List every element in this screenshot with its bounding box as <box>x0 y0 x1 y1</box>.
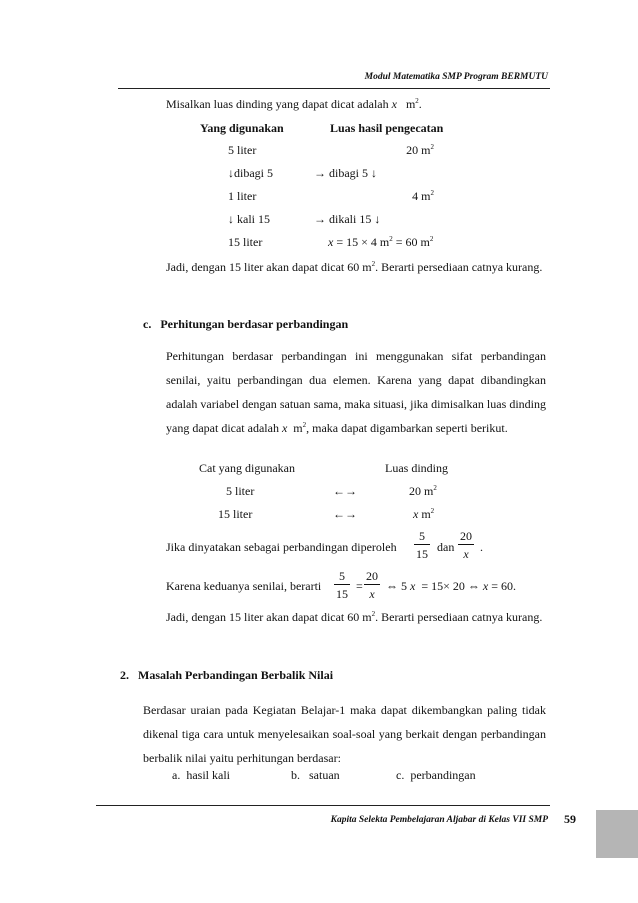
section-c-para-exp: 2 <box>302 421 307 429</box>
equiv-text: Karena keduanya senilai, berarti <box>166 579 322 593</box>
table2-row-right-main: m <box>418 507 431 521</box>
fraction-denominator: 15 <box>336 587 348 601</box>
fraction-numerator: 5 <box>419 529 425 543</box>
table1-col2-header: Luas hasil pengecatan <box>330 121 444 135</box>
table2-row-right <box>413 507 434 522</box>
equiv-rest-a: ⇔ 5 <box>386 579 407 593</box>
section-2-heading: 2. Masalah Perbandingan Berbalik Nilai <box>120 668 334 682</box>
table1-last-var: x <box>328 235 334 249</box>
table2-row-left: 5 liter <box>226 484 255 498</box>
fraction-denominator: x <box>463 547 469 561</box>
ratio-and: dan <box>437 540 455 554</box>
table1-row-left: 1 liter <box>228 189 257 203</box>
page-number: 59 <box>564 812 576 826</box>
fraction-20-x <box>364 569 380 601</box>
conclusion-2-exp: 2 <box>371 610 376 618</box>
conclusion-2-text1: Jadi, dengan 15 liter akan dapat dicat 60 m <box>166 610 372 624</box>
table1-row-left: 5 liter <box>228 143 257 157</box>
table1-col1-header: Yang digunakan <box>200 121 284 135</box>
footer-rule <box>96 805 550 806</box>
table1-last-exp: 2 <box>389 235 393 243</box>
intro-line <box>166 97 422 112</box>
fraction-bar <box>364 584 380 585</box>
option-c: c. perbandingan <box>396 768 476 782</box>
fraction-bar <box>414 544 430 545</box>
table2-col1-header: Cat yang digunakan <box>199 461 295 475</box>
table1-row-left: ↓ kali 15 <box>228 212 270 226</box>
page-header: Modul Matematika SMP Program BERMUTU <box>364 72 548 82</box>
conclusion-1-text2: . Berarti persediaan catnya kurang. <box>375 260 543 274</box>
conclusion-1-text1: Jadi, dengan 15 liter akan dapat dicat 60 m <box>166 260 372 274</box>
intro-end: . <box>418 97 422 111</box>
table2-row-arrow: ←→ <box>333 507 357 521</box>
page-tab-block <box>596 810 638 858</box>
table1-last-eq2: = 60 m <box>392 235 430 249</box>
fraction-numerator: 5 <box>339 569 345 583</box>
page-footer: Kapita Selekta Pembelajaran Aljabar di Kelas VII SMP <box>330 815 548 825</box>
equiv-rest-c: = 60. <box>491 579 516 593</box>
table2-row-right-var: x <box>413 507 419 521</box>
fraction-numerator: 20 <box>366 569 378 583</box>
table2-row-arrow: ←→ <box>333 484 357 498</box>
header-rule <box>118 88 550 89</box>
equiv-eq: = <box>356 579 363 593</box>
table1-row-right: → dikali 15 ↓ <box>314 212 381 226</box>
ratio-text: Jika dinyatakan sebagai perbandingan diperoleh <box>166 540 397 554</box>
table1-row-right-exp: 2 <box>430 143 434 151</box>
table1-last-left: 15 liter <box>228 235 263 249</box>
equiv-var-1: x <box>410 579 416 593</box>
table2-col2-header: Luas dinding <box>385 461 448 475</box>
table2-row-right-exp: 2 <box>433 484 437 492</box>
ratio-end: . <box>480 540 483 554</box>
table2-row-right <box>409 484 437 499</box>
fraction-5-15 <box>414 529 430 561</box>
section-c-para-var: x <box>281 421 288 435</box>
fraction-numerator: 20 <box>460 529 472 543</box>
option-a: a. hasil kali <box>172 768 230 782</box>
table1-last-exp2: 2 <box>429 235 434 243</box>
equiv-rest <box>386 579 516 594</box>
fraction-bar <box>458 544 474 545</box>
table1-row-right <box>368 189 434 204</box>
intro-text: Misalkan luas dinding yang dapat dicat adalah <box>166 97 389 111</box>
equiv-var-2: x <box>482 579 489 593</box>
conclusion-2-text2: . Berarti persediaan catnya kurang. <box>375 610 543 624</box>
table2-row-left: 15 liter <box>218 507 253 521</box>
table1-last-eq: = 15 × 4 m <box>333 235 390 249</box>
intro-exp: 2 <box>415 97 419 105</box>
conclusion-1-exp: 2 <box>371 260 376 268</box>
table1-row-right: → dibagi 5 ↓ <box>314 166 377 180</box>
section-c-para-unit: m <box>293 421 303 435</box>
intro-var: x <box>391 97 397 111</box>
table1-row-right-main: 20 m <box>406 143 431 157</box>
table1-row-right <box>368 143 434 158</box>
section-c-heading: c. Perhitungan berdasar perbandingan <box>143 317 349 331</box>
conclusion-2 <box>166 605 546 629</box>
fraction-denominator: x <box>369 587 375 601</box>
section-2-paragraph: Berdasar uraian pada Kegiatan Belajar-1 maka dapat dikembangkan paling tidak dikenal tiga cara untuk menyelesaikan soal-soal yang berkait dengan perbandingan berbalik nilai yaitu perhitungan berdasar: <box>143 703 546 765</box>
fraction-bar <box>334 584 350 585</box>
fraction-5-15 <box>334 569 350 601</box>
section-c-paragraph <box>166 344 546 440</box>
table2-row-right-main: 20 m <box>409 484 434 498</box>
equiv-rest-b: = 15× 20 ⇔ <box>421 579 480 593</box>
section-c-para-text: Perhitungan berdasar perbandingan ini menggunakan sifat perbandingan senilai, yaitu perbandingan dua elemen. Karena yang dapat dibandingkan adalah variabel dengan satuan sama, maka situasi, jika dimisalkan luas dinding yang dapat dicat adalah <box>166 349 546 435</box>
section-c-para-end: , maka dapat digambarkan seperti berikut. <box>306 421 508 435</box>
table2-row-right-exp: 2 <box>430 507 435 515</box>
fraction-denominator: 15 <box>416 547 428 561</box>
conclusion-1 <box>166 255 546 279</box>
table1-row-right-exp: 2 <box>430 189 434 197</box>
table1-row-right-main: 4 m <box>412 189 431 203</box>
intro-unit: m <box>405 97 416 111</box>
table1-row-left: ↓dibagi 5 <box>228 166 273 180</box>
fraction-20-x <box>458 529 474 561</box>
option-b: b. satuan <box>291 768 340 782</box>
table1-last-right <box>328 235 433 250</box>
